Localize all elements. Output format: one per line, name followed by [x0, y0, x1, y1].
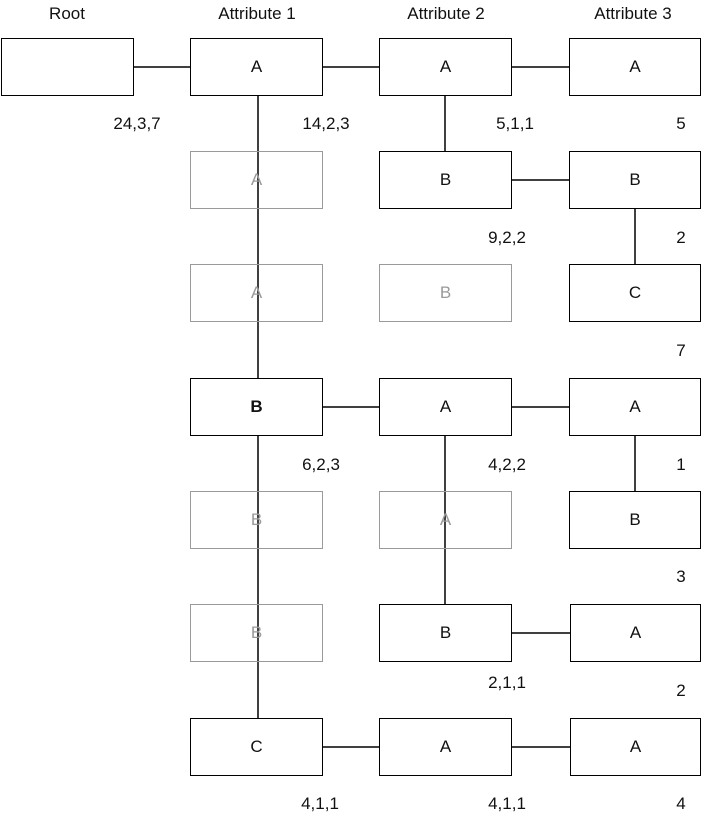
attr1-ghost-node-b: B: [190, 604, 323, 662]
count-label: 3: [676, 567, 686, 586]
count-label: 2: [676, 681, 686, 700]
header-attribute-3: Attribute 3: [594, 4, 672, 23]
count-label: 7: [676, 341, 686, 360]
attr1-node-c: C: [190, 718, 323, 776]
attr2-ghost-node-a: A: [379, 491, 512, 549]
attr2-node-a: A: [379, 38, 512, 96]
root-node: [1, 38, 134, 96]
attr3-node-b: B: [569, 151, 701, 209]
attr2-node-b: B: [379, 151, 512, 209]
count-label: 2: [676, 228, 686, 247]
attr1-node-a: A: [190, 38, 323, 96]
header-attribute-1: Attribute 1: [218, 4, 296, 23]
attr2-node-a: A: [379, 718, 512, 776]
attr1-node-b: B: [190, 378, 323, 436]
attr1-ghost-node-b: B: [190, 491, 323, 549]
count-label: 4,2,2: [488, 455, 526, 474]
attr3-node-a: A: [570, 604, 701, 662]
count-label: 24,3,7: [113, 114, 161, 133]
attr2-node-b: B: [379, 604, 512, 662]
attr1-ghost-node-a: A: [190, 264, 323, 322]
count-label: 5,1,1: [496, 114, 534, 133]
count-label: 4,1,1: [301, 794, 339, 813]
attr3-node-a: A: [569, 38, 701, 96]
count-label: 1: [676, 455, 686, 474]
count-label: 6,2,3: [302, 455, 340, 474]
count-label: 14,2,3: [302, 114, 350, 133]
count-label: 4: [676, 794, 686, 813]
count-label: 9,2,2: [488, 228, 526, 247]
count-label: 5: [676, 114, 686, 133]
attr2-node-a: A: [379, 378, 512, 436]
count-label: 4,1,1: [488, 794, 526, 813]
attr2-ghost-node-b: B: [379, 264, 512, 322]
count-label: 2,1,1: [488, 673, 526, 692]
attr3-node-a: A: [569, 378, 701, 436]
attr1-ghost-node-a: A: [190, 151, 323, 209]
attr3-node-c: C: [569, 264, 701, 322]
attr3-node-a: A: [570, 718, 701, 776]
header-root: Root: [49, 4, 85, 23]
attr3-node-b: B: [569, 491, 701, 549]
header-attribute-2: Attribute 2: [407, 4, 485, 23]
